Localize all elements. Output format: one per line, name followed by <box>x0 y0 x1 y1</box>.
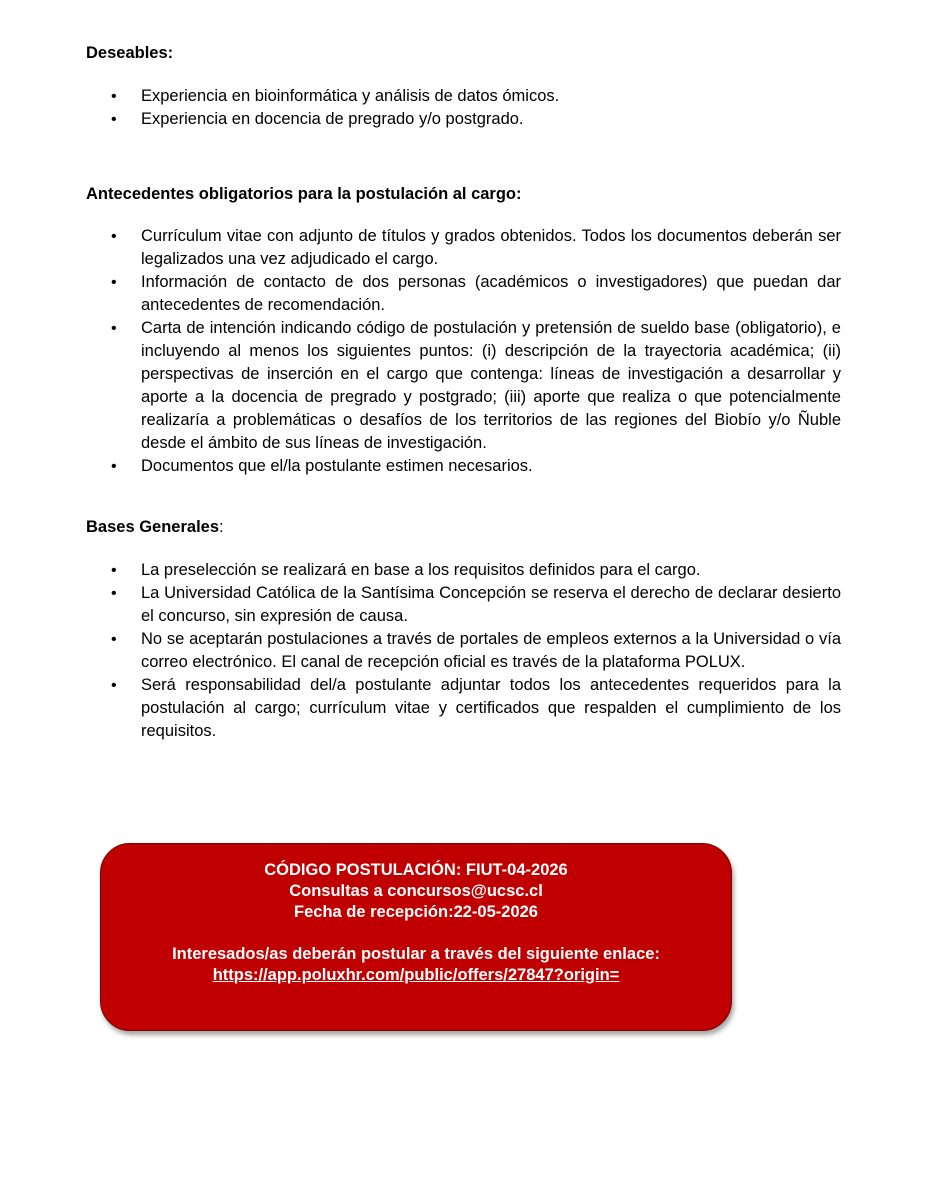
apply-link-line <box>101 965 731 986</box>
list-antecedentes <box>86 225 841 478</box>
list-item: • Información de contacto de dos personas (académicos o investigadores) que puedan dar antecedentes de recomendación. <box>86 271 841 317</box>
heading-deseables <box>86 42 173 65</box>
list-item: • Currículum vitae con adjunto de títulos y grados obtenidos. Todos los documentos deberán ser legalizados una vez adjudicado el cargo. <box>86 225 841 271</box>
list-item: • Experiencia en docencia de pregrado y/o postgrado. <box>86 108 841 131</box>
heading-bases <box>86 516 224 539</box>
apply-link[interactable]: https://app.poluxhr.com/public/offers/27847?origin= <box>212 966 620 984</box>
list-item: • La Universidad Católica de la Santísima Concepción se reserva el derecho de declarar desierto el concurso, sin expresión de causa. <box>86 582 841 628</box>
application-callout-box <box>100 843 732 1031</box>
list-deseables <box>86 85 841 131</box>
heading-antecedentes-text: Antecedentes obligatorios para la postulación al cargo: <box>86 185 522 203</box>
reception-date: Fecha de recepción:22-05-2026 <box>294 903 538 921</box>
heading-deseables-text: Deseables: <box>86 44 174 62</box>
list-item: • Documentos que el/la postulante estimen necesarios. <box>86 455 841 478</box>
list-item: • Experiencia en bioinformática y análisis de datos ómicos. <box>86 85 841 108</box>
callout-spacer <box>101 923 731 944</box>
list-bases <box>86 559 841 743</box>
list-item: • No se aceptarán postulaciones a través de portales de empleos externos a la Universidad o vía correo electrónico. El canal de recepción oficial es través de la plataforma POLUX. <box>86 628 841 674</box>
heading-antecedentes <box>86 183 522 206</box>
list-item: • Carta de intención indicando código de postulación y pretensión de sueldo base (obligatorio), e incluyendo al menos los siguientes puntos: (i) descripción de la trayectoria académica; (ii) perspectivas de inserción en el cargo que contenga: líneas de investigación a desarrollar y aporte a la docencia de pregrado y postgrado; (iii) aporte que realiza o que potencialmente realizaría a problemáticas o desafíos de los territorios de las regiones del Biobío y/o Ñuble desde el ámbito de sus líneas de investigación. <box>86 317 841 455</box>
list-item: • Será responsabilidad del/a postulante adjuntar todos los antecedentes requeridos para la postulación al cargo; currículum vitae y certificados que respalden el cumplimiento de los requisitos. <box>86 674 841 743</box>
contact-email-line: Consultas a concursos@ucsc.cl <box>289 882 543 900</box>
list-item: • La preselección se realizará en base a los requisitos definidos para el cargo. <box>86 559 841 582</box>
application-code: CÓDIGO POSTULACIÓN: FIUT-04-2026 <box>264 861 568 879</box>
heading-bases-text: Bases Generales <box>86 518 220 536</box>
heading-bases-colon: : <box>219 518 224 536</box>
apply-instruction: Interesados/as deberán postular a través del siguiente enlace: <box>172 945 660 963</box>
